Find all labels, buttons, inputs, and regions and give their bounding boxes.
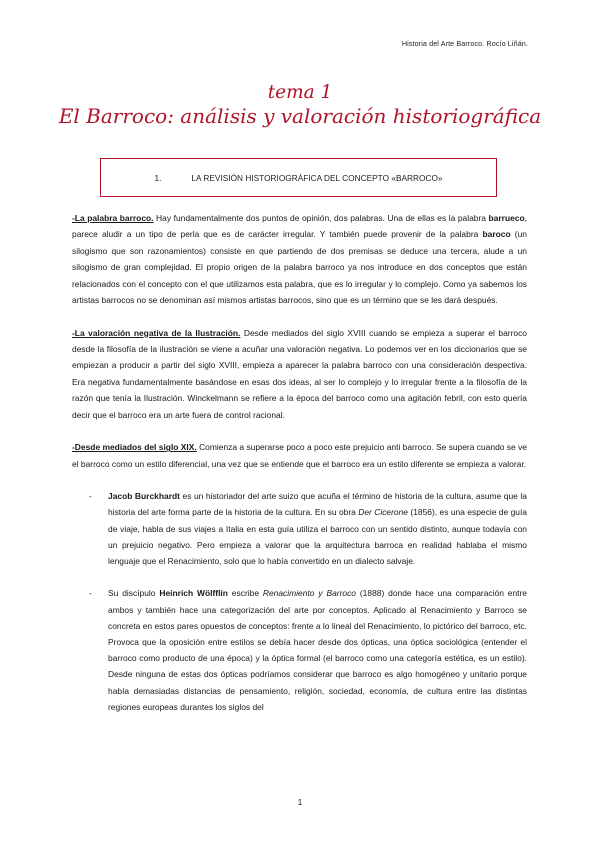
paragraph-text: , parece aludir a un tipo de perla que es de carácter irregular. Y también puede provenir de la palabra — [72, 213, 527, 240]
page-number: 1 — [297, 797, 303, 807]
section-title: LA REVISIÓN HISTORIOGRÁFICA DEL CONCEPTO «BARROCO» — [191, 172, 443, 183]
paragraph-nineteenth-century — [72, 439, 527, 472]
paragraph-lead: -La palabra barroco. — [72, 213, 154, 223]
paragraph-text: Hay fundamentalmente dos puntos de opinión, dos palabras. Una de ellas es la palabra — [153, 213, 489, 223]
paragraph-word-baroque — [72, 210, 527, 308]
list-item-burckhardt — [89, 488, 527, 569]
list-dash: - — [89, 491, 92, 502]
list-text: es un historiador del arte suizo que acuña el término de historia de la cultura, asume que la historia del arte forma parte de la historia de la cultura. En su obra — [108, 491, 527, 518]
list-text: escribe — [227, 588, 263, 599]
work-title: Der Cicerone — [358, 507, 408, 518]
bold-term: baroco — [482, 229, 511, 240]
section-heading-box — [100, 158, 497, 197]
topic-title: El Barroco: análisis y valoración historiográfica — [58, 104, 542, 128]
work-title: Renacimiento y Barroco — [262, 588, 356, 599]
running-header: Historia del Arte Barroco. Rocío Liñán. — [401, 39, 528, 48]
list-dash: - — [89, 588, 92, 599]
person-name: Jacob Burckhardt — [108, 491, 180, 502]
paragraph-lead: -Desde mediados del siglo XIX. — [72, 442, 197, 453]
historians-list — [89, 488, 527, 715]
paragraph-text: (un silogismo que son razonamientos) consiste en que partiendo de dos premisas se deduce una tercera, alude a un silogismo de gran complejidad. El propio origen de la palabra barroco ya nos introduce en dos conceptos que están relacionados con el concepto con el que utilizamos esta palabra, que es lo irregular y lo complejo. Como ya sabemos los artistas barrocos no se denominan así mismos artistas barrocos, sino que es un término que se les dará después. — [72, 229, 527, 306]
person-name: Heinrich Wölfflin — [159, 588, 228, 599]
paragraph-lead: -La valoración negativa de la Ilustración. — [72, 327, 241, 338]
topic-label: tema 1 — [267, 82, 333, 103]
document-title — [0, 82, 600, 128]
section-number: 1. — [154, 172, 162, 183]
document-body — [72, 210, 527, 731]
list-text: Su discípulo — [108, 588, 160, 599]
list-item-wolfflin — [89, 585, 527, 715]
paragraph-enlightenment — [72, 325, 527, 423]
list-text: (1888) donde hace una comparación entre ambos y también hace una categorización del arte por conceptos. Aplicado al Renacimiento y Barroco se concreta en estos pares opuestos de conceptos: frente a lo lineal del Renacimiento, lo pictórico del barroco, etc. Provoca que la oposición entre estilos se debía hacer desde dos ópticas, una óptica sociológica (entender el barroco como producto de una época) y la óptica formal (el barroco como una categoría estética, es un estilo). Desde ninguna de estas dos ópticas podríamos considerar que barroco es algo homogéneo y unitario porque había demasiadas distancias de pensamiento, religión, sociedad, economía, de cultura entre las distintas regiones europeas durantes los siglos del — [108, 588, 528, 712]
list-text: (1856), es una especie de guía de viaje, habla de sus viajes a Italia en esta guía utiliza el barroco con un sentido distinto, aunque todavía con un prejuicio negativo. Pero empieza a valorar que la arquitectura barroca en realidad hablaba el mismo lenguaje que el Renacimiento, solo que lo había convertido en un dialecto salvaje. — [108, 507, 527, 567]
bold-term: barrueco — [488, 213, 525, 223]
paragraph-text: Desde mediados del siglo XVIII cuando se empieza a superar el barroco desde la filosofía de la ilustración se viene a acuñar una valoración negativa. Lo podemos ver en los diccionarios que se empiezan a producir a partir del siglo XVIII, empieza a aparecer la palabra barroco con una consideración despectiva. Era negativa fundamentalmente basándose en esas dos ideas, al ser lo complejo y lo irregular frente a la filosofía de la razón que tenía la Ilustración. Winckelmann se refiere a la época del barroco como una agitación febril, con esto quería decir que el barroco era un arte fuera de control racional. — [72, 327, 527, 420]
paragraph-text: Comienza a superarse poco a poco este prejuicio anti barroco. Se supera cuando se ve el barroco como un estilo diferencial, una vez que se entiende que el barroco era un estilo diferente se empieza a valorar. — [72, 442, 527, 469]
